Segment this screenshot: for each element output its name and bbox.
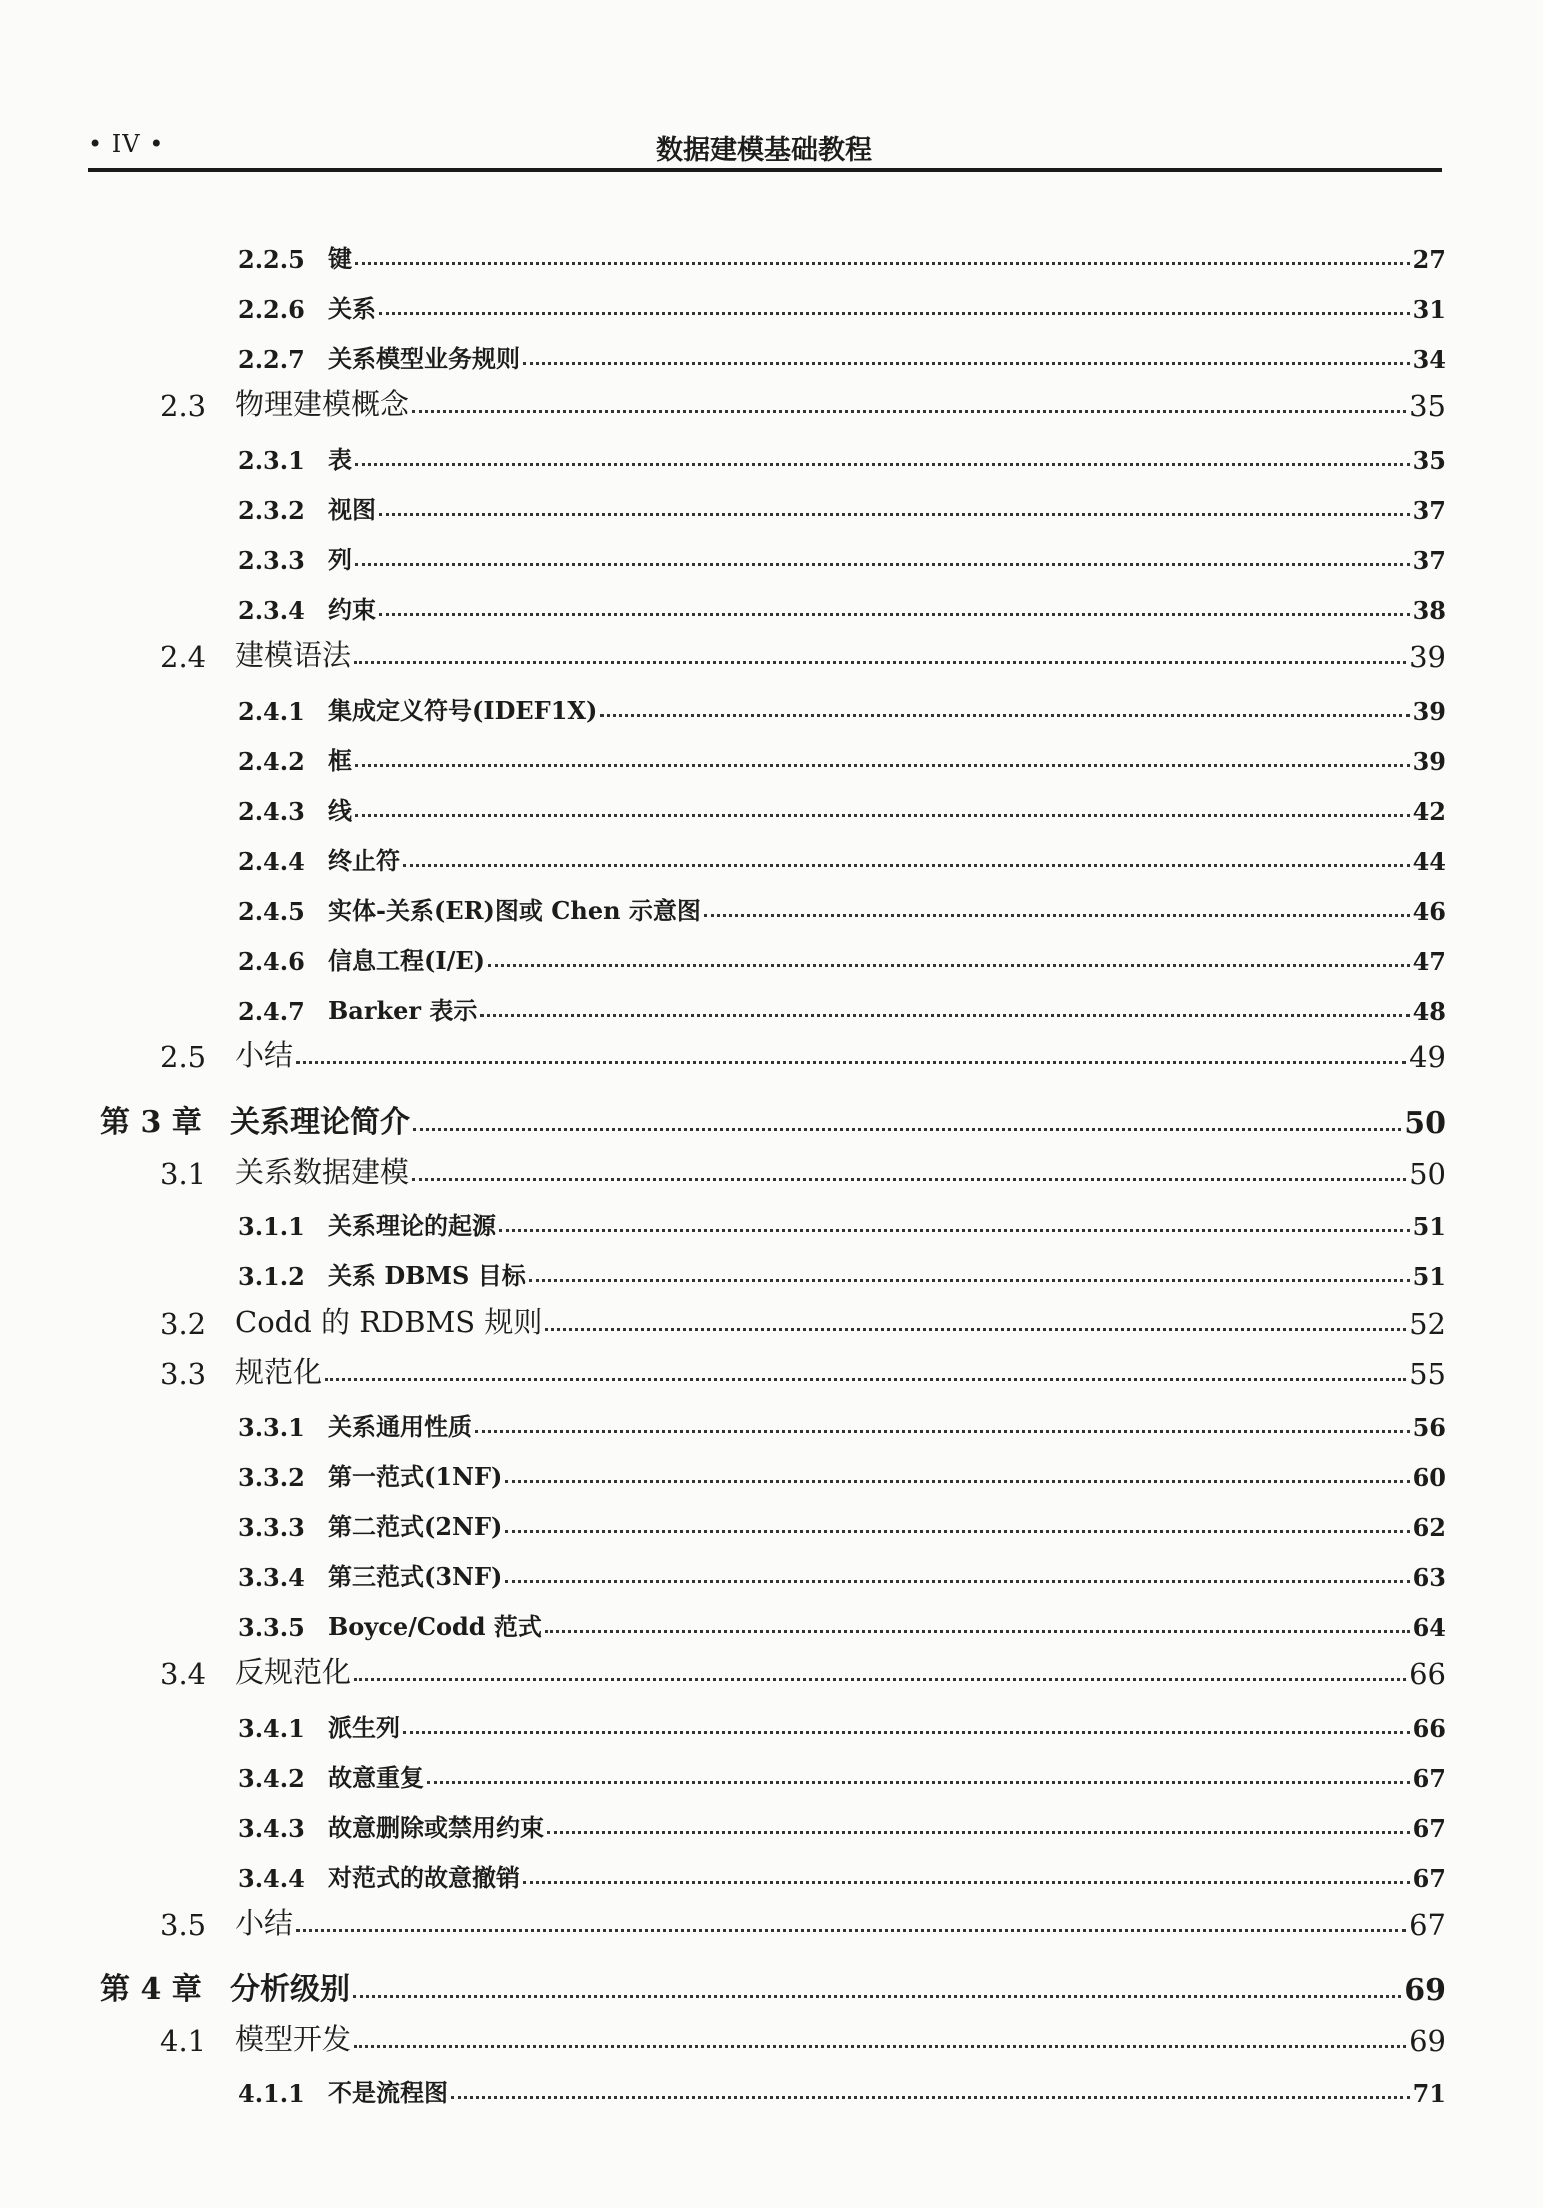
entry-page: 44: [1412, 847, 1446, 876]
dot-leader: [529, 1279, 1410, 1282]
dot-leader: [403, 864, 1410, 867]
entry-number: 2.4.2: [238, 747, 305, 776]
entry-number: 2.5: [160, 1040, 207, 1074]
dot-leader: [451, 2096, 1410, 2099]
entry-number: 3.3.5: [238, 1613, 305, 1642]
dot-leader: [355, 764, 1410, 767]
entry-number: 4.1.1: [238, 2079, 305, 2108]
dot-leader: [379, 513, 1410, 516]
entry-page: 63: [1412, 1563, 1446, 1592]
entry-title: 实体-关系(ER)图或 Chen 示意图: [328, 896, 701, 925]
toc-subsection: [238, 326, 1446, 374]
entry-title: 关系理论的起源: [328, 1211, 496, 1240]
toc-subsection: [238, 1695, 1446, 1743]
entry-number: 2.4.7: [238, 997, 305, 1026]
entry-title: 第三范式(3NF): [328, 1562, 503, 1591]
entry-title: 关系通用性质: [328, 1412, 472, 1441]
dot-leader: [412, 1178, 1406, 1181]
dot-leader: [296, 1929, 1406, 1932]
dot-leader: [379, 312, 1410, 315]
dot-leader: [379, 613, 1410, 616]
dot-leader: [403, 1731, 1410, 1734]
entry-number: 3.3.1: [238, 1413, 305, 1442]
dot-leader: [600, 714, 1409, 717]
entry-number: 4.1: [160, 2024, 207, 2058]
toc-subsection: [238, 226, 1446, 274]
entry-number: 2.4: [160, 640, 207, 674]
entry-title: 第二范式(2NF): [328, 1512, 503, 1541]
dot-leader: [499, 1229, 1410, 1232]
toc-section: [160, 1894, 1446, 1942]
entry-page: 39: [1412, 697, 1446, 726]
entry-page: 37: [1412, 496, 1446, 525]
entry-number: 2.2.5: [238, 245, 305, 274]
entry-title: Barker 表示: [328, 996, 478, 1025]
entry-page: 66: [1409, 1657, 1446, 1691]
entry-number: 2.2.6: [238, 295, 305, 324]
entry-number: 第 4 章: [100, 1972, 202, 2007]
toc-subsection: [238, 1795, 1446, 1843]
entry-page: 62: [1412, 1513, 1446, 1542]
entry-title: 关系 DBMS 目标: [328, 1261, 526, 1290]
entry-number: 2.2.7: [238, 345, 305, 374]
toc-subsection: [238, 678, 1446, 726]
dot-leader: [547, 1831, 1410, 1834]
entry-page: 67: [1412, 1764, 1446, 1793]
dot-leader: [325, 1378, 1406, 1381]
entry-number: 2.4.3: [238, 797, 305, 826]
toc-subsection: [238, 1594, 1446, 1642]
toc-section: [160, 1643, 1446, 1691]
entry-title: 表: [328, 445, 352, 474]
entry-title: 线: [328, 796, 352, 825]
entry-title: Codd 的 RDBMS 规则: [235, 1305, 543, 1339]
entry-page: 64: [1412, 1613, 1446, 1642]
entry-page: 52: [1409, 1307, 1446, 1341]
entry-page: 67: [1412, 1814, 1446, 1843]
entry-title: 故意重复: [328, 1763, 424, 1792]
dot-leader: [704, 914, 1410, 917]
toc-subsection: [238, 1494, 1446, 1542]
toc-subsection: [238, 527, 1446, 575]
entry-number: 2.4.5: [238, 897, 305, 926]
entry-title: 小结: [235, 1906, 294, 1940]
dot-leader: [412, 410, 1406, 413]
toc-subsection: [238, 978, 1446, 1026]
entry-title: Boyce/Codd 范式: [328, 1612, 542, 1641]
toc-subsection: [238, 2060, 1446, 2108]
entry-title: 信息工程(I/E): [328, 946, 485, 975]
entry-number: 3.4: [160, 1657, 207, 1691]
entry-title: 物理建模概念: [235, 387, 410, 421]
dot-leader: [505, 1580, 1409, 1583]
dot-leader: [545, 1630, 1410, 1633]
entry-page: 35: [1412, 446, 1446, 475]
toc-subsection: [238, 928, 1446, 976]
entry-title: 不是流程图: [328, 2078, 448, 2107]
entry-number: 2.3: [160, 389, 207, 423]
dot-leader: [296, 1061, 1406, 1064]
toc-section: [160, 1343, 1446, 1391]
entry-number: 2.3.1: [238, 446, 305, 475]
entry-title: 键: [328, 244, 352, 273]
entry-title: 关系理论简介: [230, 1105, 410, 1140]
toc-subsection: [238, 427, 1446, 475]
entry-number: 3.1.1: [238, 1212, 305, 1241]
toc-subsection: [238, 1193, 1446, 1241]
entry-title: 故意删除或禁用约束: [328, 1813, 544, 1842]
entry-title: 反规范化: [235, 1655, 352, 1689]
entry-title: 关系数据建模: [235, 1155, 410, 1189]
dot-leader: [353, 1995, 1401, 1998]
entry-title: 派生列: [328, 1713, 400, 1742]
header-rule: [88, 168, 1442, 172]
entry-page: 39: [1409, 640, 1446, 674]
entry-title: 视图: [328, 495, 376, 524]
entry-page: 47: [1412, 947, 1446, 976]
entry-page: 46: [1412, 897, 1446, 926]
entry-title: 规范化: [235, 1355, 323, 1389]
entry-number: 3.4.1: [238, 1714, 305, 1743]
entry-title: 小结: [235, 1038, 294, 1072]
entry-page: 31: [1412, 295, 1446, 324]
entry-number: 2.4.4: [238, 847, 305, 876]
entry-page: 69: [1409, 2024, 1446, 2058]
toc-subsection: [238, 878, 1446, 926]
entry-page: 60: [1412, 1463, 1446, 1492]
toc-subsection: [238, 1243, 1446, 1291]
dot-leader: [354, 2045, 1406, 2048]
dot-leader: [355, 262, 1410, 265]
toc-section: [160, 1143, 1446, 1191]
entry-title: 模型开发: [235, 2022, 352, 2056]
toc-section: [160, 626, 1446, 674]
entry-title: 建模语法: [235, 638, 352, 672]
entry-number: 第 3 章: [100, 1105, 202, 1140]
entry-number: 3.3: [160, 1357, 207, 1391]
dot-leader: [355, 463, 1410, 466]
entry-page: 38: [1412, 596, 1446, 625]
dot-leader: [480, 1014, 1409, 1017]
entry-title: 终止符: [328, 846, 400, 875]
entry-title: 关系: [328, 294, 376, 323]
entry-number: 3.4.4: [238, 1864, 305, 1893]
entry-page: 55: [1409, 1357, 1446, 1391]
entry-title: 第一范式(1NF): [328, 1462, 503, 1491]
entry-number: 3.2: [160, 1307, 207, 1341]
entry-number: 3.4.3: [238, 1814, 305, 1843]
entry-number: 3.3.2: [238, 1463, 305, 1492]
entry-page: 49: [1409, 1040, 1446, 1074]
dot-leader: [523, 1881, 1410, 1884]
toc-subsection: [238, 1745, 1446, 1793]
entry-number: 3.3.4: [238, 1563, 305, 1592]
entry-number: 2.4.6: [238, 947, 305, 976]
entry-title: 列: [328, 545, 352, 574]
dot-leader: [355, 563, 1410, 566]
running-header: [88, 128, 1440, 172]
entry-page: 66: [1412, 1714, 1446, 1743]
toc-subsection: [238, 477, 1446, 525]
entry-page: 69: [1404, 1973, 1446, 2008]
toc-chapter: [100, 1960, 1446, 2008]
dot-leader: [413, 1128, 1401, 1131]
entry-page: 51: [1412, 1262, 1446, 1291]
toc-subsection: [238, 1544, 1446, 1592]
entry-title: 关系模型业务规则: [328, 344, 520, 373]
dot-leader: [355, 814, 1410, 817]
entry-page: 27: [1412, 245, 1446, 274]
entry-number: 3.1.2: [238, 1262, 305, 1291]
entry-title: 分析级别: [230, 1972, 350, 2007]
dot-leader: [475, 1430, 1410, 1433]
entry-page: 42: [1412, 797, 1446, 826]
dot-leader: [505, 1530, 1409, 1533]
entry-title: 约束: [328, 595, 376, 624]
dot-leader: [523, 362, 1410, 365]
entry-page: 34: [1412, 345, 1446, 374]
entry-page: 51: [1412, 1212, 1446, 1241]
page-number: • IV •: [88, 130, 165, 158]
entry-number: 3.5: [160, 1908, 207, 1942]
entry-page: 67: [1409, 1908, 1446, 1942]
dot-leader: [505, 1480, 1409, 1483]
entry-page: 35: [1409, 389, 1446, 423]
entry-page: 50: [1409, 1157, 1446, 1191]
entry-title: 框: [328, 746, 352, 775]
entry-page: 48: [1412, 997, 1446, 1026]
entry-number: 2.3.3: [238, 546, 305, 575]
entry-page: 50: [1404, 1106, 1446, 1141]
entry-page: 67: [1412, 1864, 1446, 1893]
toc-subsection: [238, 577, 1446, 625]
toc-section: [160, 2010, 1446, 2058]
toc-section: [160, 1026, 1446, 1074]
toc-section: [160, 375, 1446, 423]
toc-subsection: [238, 1394, 1446, 1442]
entry-number: 3.1: [160, 1157, 207, 1191]
book-title: 数据建模基础教程: [656, 135, 872, 166]
dot-leader: [354, 1678, 1406, 1681]
entry-number: 2.3.4: [238, 596, 305, 625]
toc-subsection: [238, 1845, 1446, 1893]
dot-leader: [427, 1781, 1410, 1784]
toc-subsection: [238, 828, 1446, 876]
toc-subsection: [238, 728, 1446, 776]
entry-number: 2.3.2: [238, 496, 305, 525]
entry-page: 71: [1412, 2079, 1446, 2108]
toc-subsection: [238, 778, 1446, 826]
entry-title: 对范式的故意撤销: [328, 1863, 520, 1892]
entry-number: 2.4.1: [238, 697, 305, 726]
entry-page: 37: [1412, 546, 1446, 575]
entry-page: 56: [1412, 1413, 1446, 1442]
dot-leader: [488, 964, 1410, 967]
toc-section: [160, 1293, 1446, 1341]
dot-leader: [545, 1328, 1406, 1331]
dot-leader: [354, 661, 1406, 664]
entry-title: 集成定义符号(IDEF1X): [328, 696, 598, 725]
entry-page: 39: [1412, 747, 1446, 776]
entry-number: 3.3.3: [238, 1513, 305, 1542]
toc-chapter: [100, 1093, 1446, 1141]
toc-subsection: [238, 276, 1446, 324]
entry-number: 3.4.2: [238, 1764, 305, 1793]
toc-subsection: [238, 1444, 1446, 1492]
